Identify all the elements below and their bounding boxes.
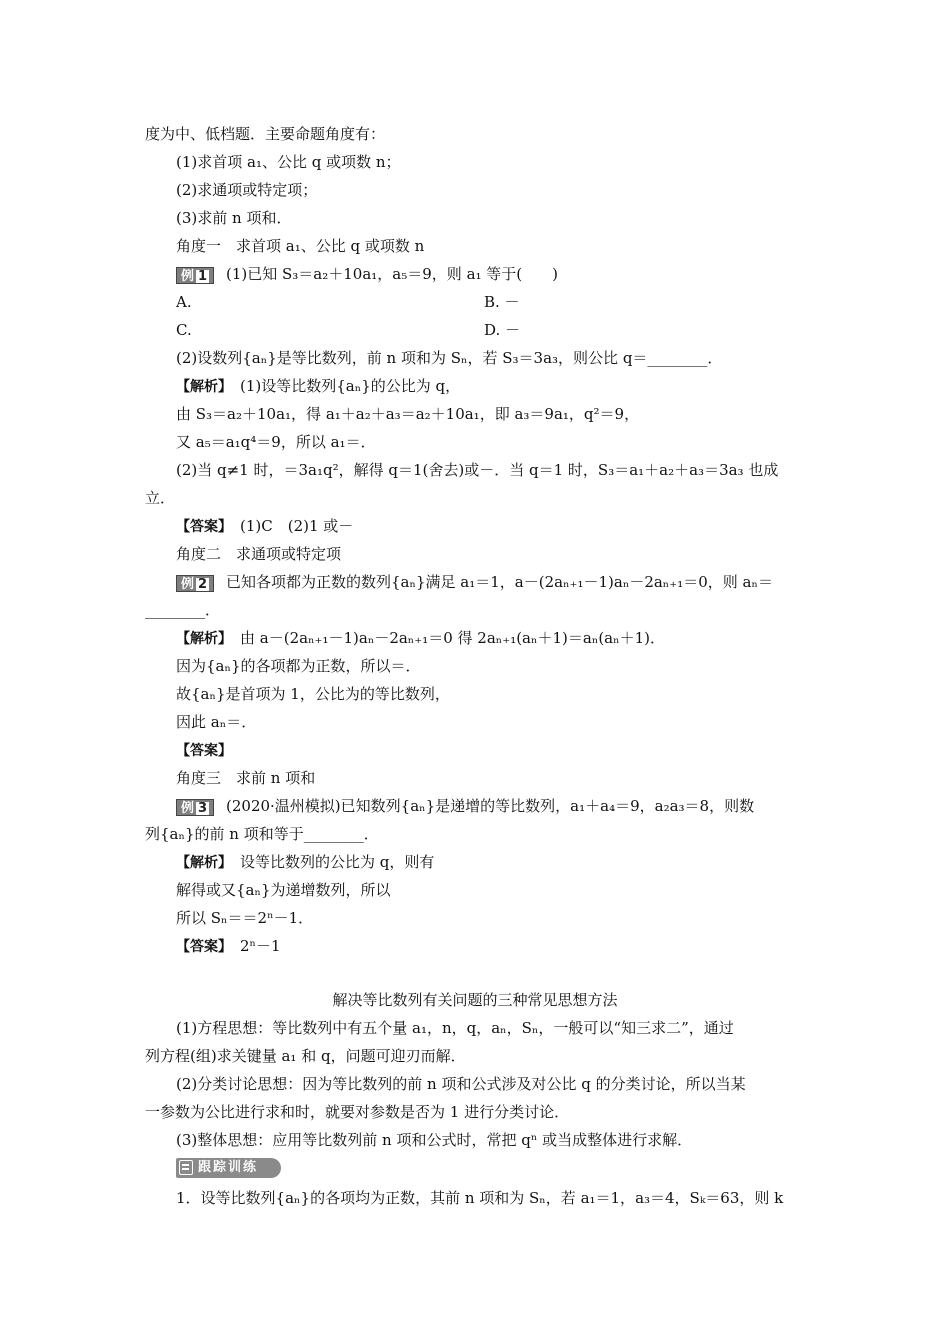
- example-1-question-2: (2)设数列{aₙ}是等比数列，前 n 项和为 Sₙ，若 S₃＝3a₃，则公比 q＝________．: [176, 349, 723, 367]
- example-2-solution-2: 因为{aₙ}的各项都为正数，所以＝．: [176, 657, 421, 675]
- example-2-question-1: 例 2 已知各项都为正数的数列{aₙ}满足 a₁＝1，a－(2aₙ₊₁－1)aₙ－2aₙ₊₁＝0，则 aₙ＝: [176, 572, 773, 592]
- example-1-solution-4: (2)当 q≠1 时，＝3a₁q²，解得 q＝1(舍去)或－．当 q＝1 时，S₃＝a₁＋a₂＋a₃＝3a₃ 也成: [176, 461, 779, 479]
- example-2-solution-1: 【解析】 由 a－(2aₙ₊₁－1)aₙ－2aₙ₊₁＝0 得 2aₙ₊₁(aₙ＋1)＝aₙ(aₙ＋1)．: [176, 629, 665, 647]
- example-3-answer: 【答案】 2ⁿ－1: [176, 937, 281, 955]
- angle-2-heading: 角度二 求通项或特定项: [176, 545, 342, 563]
- example-badge: 例 3: [176, 799, 214, 816]
- angle-list-item-1: (1)求首项 a₁、公比 q 或项数 n；: [176, 153, 401, 171]
- summary-title: 解决等比数列有关问题的三种常见思想方法: [332, 991, 618, 1009]
- angle-list-item-2: (2)求通项或特定项；: [176, 181, 318, 199]
- example-1-solution-2: 由 S₃＝a₂＋10a₁，得 a₁＋a₂＋a₃＝a₂＋10a₁，即 a₃＝9a₁，q²＝9，: [176, 405, 640, 423]
- example-badge: 例 2: [176, 575, 214, 592]
- example-2-solution-3: 故{aₙ}是首项为 1，公比为的等比数列，: [176, 685, 450, 703]
- example-2-solution-4: 因此 aₙ＝．: [176, 713, 257, 731]
- angle-1-heading: 角度一 求首项 a₁、公比 q 或项数 n: [176, 237, 425, 255]
- option-d: D. －: [484, 321, 521, 339]
- example-1-solution-5: 立．: [145, 489, 176, 507]
- summary-2-line-2: 一参数为公比进行求和时，就要对参数是否为 1 进行分类讨论．: [145, 1103, 570, 1121]
- summary-3-line: (3)整体思想：应用等比数列前 n 项和公式时，常把 qⁿ 或当成整体进行求解．: [176, 1131, 693, 1149]
- example-badge: 例 1: [176, 267, 214, 284]
- training-label: 跟踪训练: [198, 1160, 259, 1175]
- example-1-solution-3: 又 a₅＝a₁q⁴＝9，所以 a₁＝．: [176, 433, 376, 451]
- example-3-question-2: 列{aₙ}的前 n 项和等于________．: [145, 825, 379, 843]
- option-c: C.: [176, 321, 192, 339]
- example-2-question-2: ________．: [145, 601, 221, 619]
- summary-1-line-2: 列方程(组)求关键量 a₁ 和 q，问题可迎刃而解．: [145, 1047, 466, 1065]
- summary-1-line-1: (1)方程思想：等比数列中有五个量 a₁，n，q，aₙ，Sₙ，一般可以“知三求二”，通过: [176, 1019, 734, 1037]
- training-banner: [176, 1158, 281, 1178]
- option-a: A.: [176, 293, 192, 311]
- angle-3-heading: 角度三 求前 n 项和: [176, 769, 316, 787]
- example-3-solution-3: 所以 Sₙ＝＝2ⁿ－1．: [176, 909, 314, 927]
- example-3-solution-1: 【解析】 设等比数列的公比为 q，则有: [176, 853, 435, 871]
- angle-list-item-3: (3)求前 n 项和．: [176, 209, 292, 227]
- example-3-solution-2: 解得或又{aₙ}为递增数列，所以: [176, 881, 391, 899]
- notebook-icon: [179, 1160, 193, 1175]
- option-b: B. －: [484, 293, 520, 311]
- example-1-answer: 【答案】 (1)C (2)1 或－: [176, 517, 354, 535]
- example-3-question-1: 例 3 (2020·温州模拟)已知数列{aₙ}是递增的等比数列，a₁＋a₄＝9，a₂a₃＝8，则数: [176, 796, 754, 816]
- training-question-1: 1．设等比数列{aₙ}的各项均为正数，其前 n 项和为 Sₙ，若 a₁＝1，a₃＝4，Sₖ＝63，则 k: [176, 1189, 784, 1207]
- example-1-solution-1: 【解析】 (1)设等比数列{aₙ}的公比为 q，: [176, 377, 461, 395]
- example-1-question-1: 例 1 (1)已知 S₃＝a₂＋10a₁，a₅＝9，则 a₁ 等于( ): [176, 264, 558, 284]
- example-2-answer: 【答案】: [176, 743, 232, 759]
- summary-2-line-1: (2)分类讨论思想：因为等比数列的前 n 项和公式涉及对公比 q 的分类讨论，所以当某: [176, 1075, 746, 1093]
- intro-line: 度为中、低档题．主要命题角度有：: [145, 125, 386, 143]
